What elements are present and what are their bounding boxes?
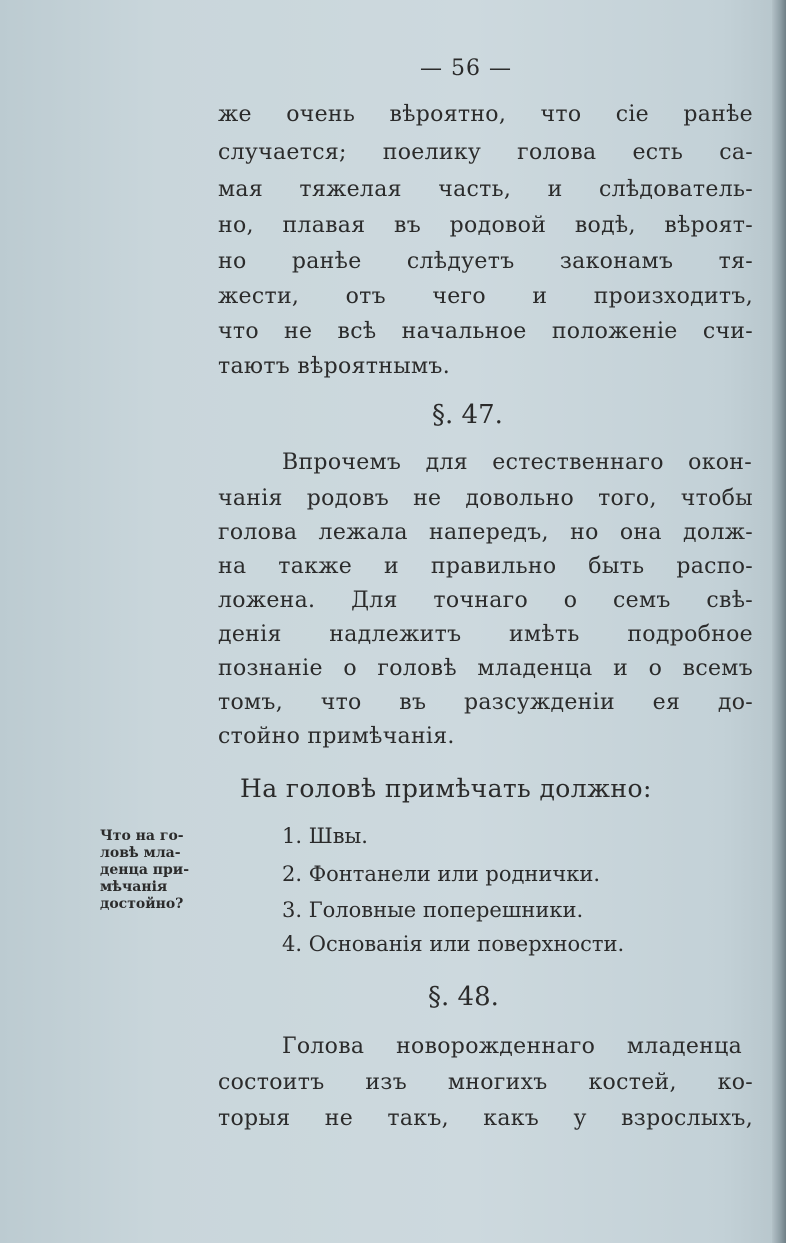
text-line: но, плавая въ родовой водѣ, вѣроят-: [218, 213, 753, 238]
page-edge: [772, 0, 786, 1243]
page-number: — 56 —: [420, 56, 512, 81]
text-line: же очень вѣроятно, что сіе ранѣе: [218, 102, 753, 127]
text-line: голова лежала напередъ, но она долж-: [218, 520, 753, 545]
text-line: стойно примѣчанія.: [218, 724, 455, 749]
list-item: [282, 932, 624, 956]
list-text: Швы.: [308, 824, 368, 848]
text-line: случается; поелику голова есть са-: [218, 140, 753, 165]
text-line: таютъ вѣроятнымъ.: [218, 354, 451, 379]
text-line: познаніе о головѣ младенца и о всемъ: [218, 656, 753, 681]
text-line: торыя не такъ, какъ у взрослыхъ,: [218, 1106, 753, 1131]
subheading: На головѣ примѣчать должно:: [240, 774, 652, 803]
text-line: жести, отъ чего и произходитъ,: [218, 284, 753, 309]
text-line: ложена. Для точнаго о семъ свѣ-: [218, 588, 753, 613]
margin-note: [100, 828, 189, 913]
text-line: на также и правильно быть распо-: [218, 554, 753, 579]
text-line: томъ, что въ разсужденіи ея до-: [218, 690, 753, 715]
list-text: Головные поперешники.: [308, 898, 584, 922]
text-line: но ранѣе слѣдуетъ законамъ тя-: [218, 249, 753, 274]
list-number: 4.: [282, 932, 303, 956]
margin-note-line: денца при-: [100, 862, 190, 878]
section-heading-48: §. 48.: [428, 982, 499, 1012]
list-item: [282, 862, 600, 886]
list-item: [282, 898, 583, 922]
section-heading-47: §. 47.: [432, 400, 503, 430]
text-line: состоитъ изъ многихъ костей, ко-: [218, 1070, 753, 1095]
text-line: Впрочемъ для естественнаго окон-: [282, 450, 752, 475]
margin-note-line: мѣчанія: [100, 879, 168, 895]
margin-note-line: достойно?: [100, 896, 184, 912]
text-line: Голова новорожденнаго младенца: [282, 1034, 742, 1059]
text-line: что не всѣ начальное положеніе счи-: [218, 319, 753, 344]
text-line: денія надлежитъ имѣть подробное: [218, 622, 753, 647]
text-line: чанія родовъ не довольно того, чтобы: [218, 486, 753, 511]
text-line: мая тяжелая часть, и слѣдователь-: [218, 177, 753, 202]
list-text: Фонтанели или роднички.: [308, 862, 601, 886]
list-text: Основанія или поверхности.: [308, 932, 625, 956]
margin-note-line: Что на го-: [100, 828, 184, 844]
margin-note-line: ловѣ мла-: [100, 845, 181, 861]
list-number: 2.: [282, 862, 303, 886]
list-number: 1.: [282, 824, 303, 848]
list-number: 3.: [282, 898, 303, 922]
list-item: [282, 824, 368, 848]
